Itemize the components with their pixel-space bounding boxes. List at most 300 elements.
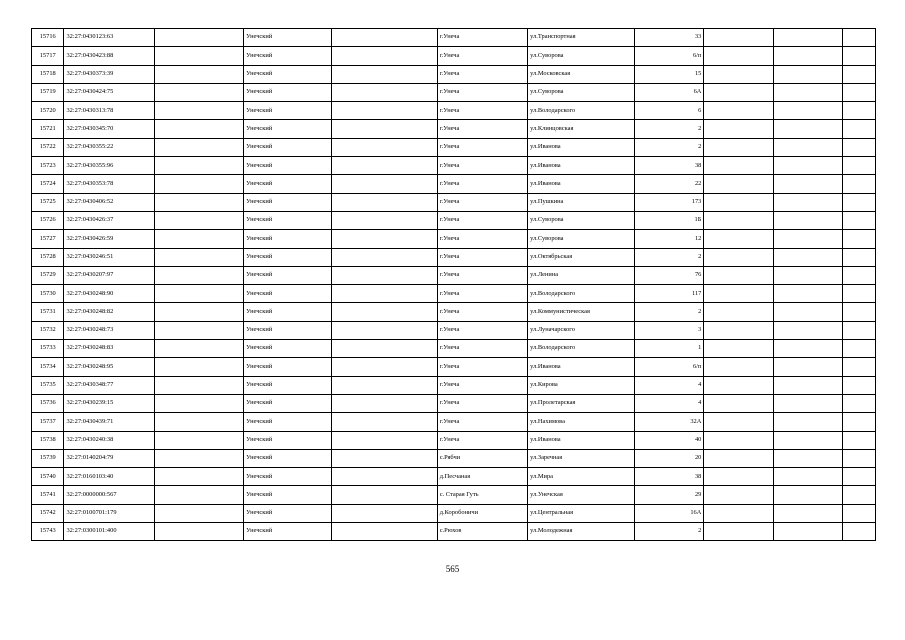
empty-cell bbox=[154, 285, 243, 303]
empty-cell bbox=[704, 120, 774, 138]
table-row bbox=[32, 157, 876, 175]
district-cell: Унечский bbox=[244, 303, 332, 321]
settlement-cell: г.Унеча bbox=[437, 65, 527, 83]
empty-cell bbox=[843, 340, 876, 358]
street-cell: ул.Володарского bbox=[528, 340, 635, 358]
cadastral-number-cell: 32:27:0430248:90 bbox=[64, 285, 154, 303]
table-row bbox=[32, 449, 876, 467]
empty-cell bbox=[843, 394, 876, 412]
settlement-cell: г.Унеча bbox=[437, 193, 527, 211]
empty-cell bbox=[332, 193, 438, 211]
street-cell: ул.Суворова bbox=[528, 211, 635, 229]
empty-cell bbox=[332, 321, 438, 339]
street-cell: ул.Коммунистическая bbox=[528, 303, 635, 321]
settlement-cell: с. Старая Гуть bbox=[437, 486, 527, 504]
street-cell: ул.Ленина bbox=[528, 266, 635, 284]
empty-cell bbox=[154, 157, 243, 175]
row-number-cell: 15733 bbox=[32, 340, 64, 358]
district-cell: Унечский bbox=[244, 193, 332, 211]
district-cell: Унечский bbox=[244, 138, 332, 156]
house-number-cell: 22 bbox=[634, 175, 704, 193]
empty-cell bbox=[154, 486, 243, 504]
empty-cell bbox=[332, 376, 438, 394]
empty-cell bbox=[773, 211, 843, 229]
settlement-cell: г.Унеча bbox=[437, 431, 527, 449]
empty-cell bbox=[773, 29, 843, 47]
district-cell: Унечский bbox=[244, 523, 332, 541]
empty-cell bbox=[843, 376, 876, 394]
empty-cell bbox=[154, 523, 243, 541]
empty-cell bbox=[704, 303, 774, 321]
table-row bbox=[32, 120, 876, 138]
table-row bbox=[32, 175, 876, 193]
empty-cell bbox=[843, 431, 876, 449]
empty-cell bbox=[704, 230, 774, 248]
table-row bbox=[32, 486, 876, 504]
district-cell: Унечский bbox=[244, 266, 332, 284]
empty-cell bbox=[332, 285, 438, 303]
empty-cell bbox=[332, 65, 438, 83]
empty-cell bbox=[704, 266, 774, 284]
street-cell: ул.Луначарского bbox=[528, 321, 635, 339]
empty-cell bbox=[773, 413, 843, 431]
empty-cell bbox=[843, 102, 876, 120]
empty-cell bbox=[773, 65, 843, 83]
settlement-cell: д.Коробоничи bbox=[437, 504, 527, 522]
cadastral-number-cell: 32:27:0430313:78 bbox=[64, 102, 154, 120]
settlement-cell: г.Унеча bbox=[437, 376, 527, 394]
page-number: 565 bbox=[445, 564, 460, 574]
empty-cell bbox=[332, 29, 438, 47]
house-number-cell: 29 bbox=[634, 486, 704, 504]
street-cell: ул.Московская bbox=[528, 65, 635, 83]
district-cell: Унечский bbox=[244, 29, 332, 47]
empty-cell bbox=[843, 138, 876, 156]
district-cell: Унечский bbox=[244, 47, 332, 65]
settlement-cell: г.Унеча bbox=[437, 175, 527, 193]
empty-cell bbox=[843, 175, 876, 193]
settlement-cell: г.Унеча bbox=[437, 47, 527, 65]
empty-cell bbox=[704, 340, 774, 358]
empty-cell bbox=[773, 266, 843, 284]
empty-cell bbox=[843, 193, 876, 211]
empty-cell bbox=[704, 138, 774, 156]
empty-cell bbox=[704, 65, 774, 83]
table-row bbox=[32, 266, 876, 284]
empty-cell bbox=[704, 157, 774, 175]
district-cell: Унечский bbox=[244, 468, 332, 486]
cadastral-number-cell: 32:27:0430239:15 bbox=[64, 394, 154, 412]
table-row bbox=[32, 211, 876, 229]
table-row bbox=[32, 248, 876, 266]
cadastral-number-cell: 32:27:0430353:78 bbox=[64, 175, 154, 193]
row-number-cell: 15737 bbox=[32, 413, 64, 431]
empty-cell bbox=[332, 266, 438, 284]
empty-cell bbox=[843, 120, 876, 138]
table-row bbox=[32, 394, 876, 412]
empty-cell bbox=[154, 65, 243, 83]
cadastral-number-cell: 32:27:0430345:70 bbox=[64, 120, 154, 138]
table-row bbox=[32, 504, 876, 522]
empty-cell bbox=[704, 175, 774, 193]
row-number-cell: 15727 bbox=[32, 230, 64, 248]
empty-cell bbox=[704, 285, 774, 303]
empty-cell bbox=[704, 449, 774, 467]
empty-cell bbox=[332, 523, 438, 541]
empty-cell bbox=[704, 413, 774, 431]
table-row bbox=[32, 29, 876, 47]
empty-cell bbox=[332, 248, 438, 266]
empty-cell bbox=[154, 102, 243, 120]
cadastral-number-cell: 32:27:0430207:97 bbox=[64, 266, 154, 284]
district-cell: Унечский bbox=[244, 449, 332, 467]
settlement-cell: г.Унеча bbox=[437, 29, 527, 47]
table-row bbox=[32, 321, 876, 339]
street-cell: ул.Пролетарская bbox=[528, 394, 635, 412]
cadastral-number-cell: 32:27:0430248:95 bbox=[64, 358, 154, 376]
row-number-cell: 15728 bbox=[32, 248, 64, 266]
empty-cell bbox=[773, 248, 843, 266]
empty-cell bbox=[154, 303, 243, 321]
empty-cell bbox=[704, 376, 774, 394]
district-cell: Унечский bbox=[244, 285, 332, 303]
cadastral-number-cell: 32:27:0160103:40 bbox=[64, 468, 154, 486]
empty-cell bbox=[773, 394, 843, 412]
empty-cell bbox=[704, 83, 774, 101]
row-number-cell: 15734 bbox=[32, 358, 64, 376]
house-number-cell: 15 bbox=[634, 65, 704, 83]
settlement-cell: г.Унеча bbox=[437, 303, 527, 321]
empty-cell bbox=[773, 102, 843, 120]
row-number-cell: 15724 bbox=[32, 175, 64, 193]
table-body bbox=[32, 29, 876, 541]
settlement-cell: г.Унеча bbox=[437, 394, 527, 412]
empty-cell bbox=[154, 376, 243, 394]
table-row bbox=[32, 303, 876, 321]
empty-cell bbox=[704, 358, 774, 376]
house-number-cell: 2 bbox=[634, 248, 704, 266]
district-cell: Унечский bbox=[244, 175, 332, 193]
empty-cell bbox=[154, 468, 243, 486]
cadastral-number-cell: 32:27:0430426:59 bbox=[64, 230, 154, 248]
empty-cell bbox=[332, 211, 438, 229]
table-row bbox=[32, 138, 876, 156]
settlement-cell: г.Унеча bbox=[437, 340, 527, 358]
empty-cell bbox=[843, 486, 876, 504]
row-number-cell: 15735 bbox=[32, 376, 64, 394]
settlement-cell: г.Унеча bbox=[437, 248, 527, 266]
district-cell: Унечский bbox=[244, 486, 332, 504]
empty-cell bbox=[332, 340, 438, 358]
settlement-cell: с.Рябчи bbox=[437, 449, 527, 467]
empty-cell bbox=[843, 83, 876, 101]
empty-cell bbox=[704, 102, 774, 120]
empty-cell bbox=[704, 468, 774, 486]
district-cell: Унечский bbox=[244, 504, 332, 522]
cadastral-number-cell: 32:27:0430248:83 bbox=[64, 340, 154, 358]
cadastral-number-cell: 32:27:0430426:37 bbox=[64, 211, 154, 229]
table-row bbox=[32, 83, 876, 101]
district-cell: Унечский bbox=[244, 120, 332, 138]
cadastral-number-cell: 32:27:0300101:400 bbox=[64, 523, 154, 541]
empty-cell bbox=[154, 394, 243, 412]
empty-cell bbox=[843, 285, 876, 303]
street-cell: ул.Иванова bbox=[528, 138, 635, 156]
house-number-cell: 2 bbox=[634, 120, 704, 138]
table-row bbox=[32, 102, 876, 120]
empty-cell bbox=[332, 83, 438, 101]
empty-cell bbox=[332, 157, 438, 175]
empty-cell bbox=[773, 230, 843, 248]
house-number-cell: 40 bbox=[634, 431, 704, 449]
settlement-cell: г.Унеча bbox=[437, 413, 527, 431]
house-number-cell: 6/п bbox=[634, 47, 704, 65]
district-cell: Унечский bbox=[244, 248, 332, 266]
empty-cell bbox=[843, 230, 876, 248]
empty-cell bbox=[843, 468, 876, 486]
street-cell: ул.Центральная bbox=[528, 504, 635, 522]
row-number-cell: 15720 bbox=[32, 102, 64, 120]
street-cell: ул.Клинцовская bbox=[528, 120, 635, 138]
district-cell: Унечский bbox=[244, 394, 332, 412]
row-number-cell: 15719 bbox=[32, 83, 64, 101]
empty-cell bbox=[332, 120, 438, 138]
settlement-cell: г.Унеча bbox=[437, 102, 527, 120]
table-row bbox=[32, 340, 876, 358]
empty-cell bbox=[154, 340, 243, 358]
empty-cell bbox=[332, 303, 438, 321]
street-cell: ул.Нахимова bbox=[528, 413, 635, 431]
district-cell: Унечский bbox=[244, 413, 332, 431]
cadastral-number-cell: 32:27:0140204:79 bbox=[64, 449, 154, 467]
empty-cell bbox=[704, 211, 774, 229]
settlement-cell: г.Унеча bbox=[437, 285, 527, 303]
street-cell: ул.Иванова bbox=[528, 358, 635, 376]
empty-cell bbox=[332, 394, 438, 412]
district-cell: Унечский bbox=[244, 230, 332, 248]
empty-cell bbox=[332, 358, 438, 376]
settlement-cell: г.Унеча bbox=[437, 83, 527, 101]
empty-cell bbox=[154, 47, 243, 65]
empty-cell bbox=[773, 83, 843, 101]
empty-cell bbox=[154, 321, 243, 339]
table-row bbox=[32, 376, 876, 394]
cadastral-number-cell: 32:27:0430348:77 bbox=[64, 376, 154, 394]
empty-cell bbox=[843, 266, 876, 284]
district-cell: Унечский bbox=[244, 376, 332, 394]
house-number-cell: 33 bbox=[634, 29, 704, 47]
empty-cell bbox=[154, 175, 243, 193]
empty-cell bbox=[704, 431, 774, 449]
street-cell: ул.Унечская bbox=[528, 486, 635, 504]
row-number-cell: 15739 bbox=[32, 449, 64, 467]
empty-cell bbox=[773, 504, 843, 522]
district-cell: Унечский bbox=[244, 157, 332, 175]
cadastral-number-cell: 32:27:0430423:88 bbox=[64, 47, 154, 65]
house-number-cell: 32А bbox=[634, 413, 704, 431]
empty-cell bbox=[332, 230, 438, 248]
empty-cell bbox=[773, 486, 843, 504]
house-number-cell: 16А bbox=[634, 504, 704, 522]
settlement-cell: г.Унеча bbox=[437, 230, 527, 248]
row-number-cell: 15716 bbox=[32, 29, 64, 47]
settlement-cell: г.Унеча bbox=[437, 157, 527, 175]
street-cell: ул.Иванова bbox=[528, 431, 635, 449]
house-number-cell: 6/п bbox=[634, 358, 704, 376]
empty-cell bbox=[773, 449, 843, 467]
empty-cell bbox=[704, 193, 774, 211]
empty-cell bbox=[843, 65, 876, 83]
settlement-cell: г.Унеча bbox=[437, 358, 527, 376]
empty-cell bbox=[773, 175, 843, 193]
settlement-cell: с.Рюхов bbox=[437, 523, 527, 541]
house-number-cell: 173 bbox=[634, 193, 704, 211]
cadastral-number-cell: 32:27:0430123:63 bbox=[64, 29, 154, 47]
street-cell: ул.Мира bbox=[528, 468, 635, 486]
empty-cell bbox=[332, 468, 438, 486]
empty-cell bbox=[773, 138, 843, 156]
cadastral-number-cell: 32:27:0430246:51 bbox=[64, 248, 154, 266]
cadastral-number-cell: 32:27:0430439:71 bbox=[64, 413, 154, 431]
house-number-cell: 2 bbox=[634, 303, 704, 321]
table-row bbox=[32, 230, 876, 248]
empty-cell bbox=[773, 523, 843, 541]
cadastral-number-cell: 32:27:0430248:82 bbox=[64, 303, 154, 321]
street-cell: ул.Молодежная bbox=[528, 523, 635, 541]
row-number-cell: 15721 bbox=[32, 120, 64, 138]
cadastral-number-cell: 32:27:0000000:567 bbox=[64, 486, 154, 504]
house-number-cell: 38 bbox=[634, 468, 704, 486]
row-number-cell: 15729 bbox=[32, 266, 64, 284]
empty-cell bbox=[843, 157, 876, 175]
empty-cell bbox=[704, 321, 774, 339]
district-cell: Унечский bbox=[244, 211, 332, 229]
empty-cell bbox=[154, 266, 243, 284]
empty-cell bbox=[704, 248, 774, 266]
empty-cell bbox=[332, 138, 438, 156]
settlement-cell: г.Унеча bbox=[437, 120, 527, 138]
row-number-cell: 15741 bbox=[32, 486, 64, 504]
street-cell: ул.Володарского bbox=[528, 285, 635, 303]
house-number-cell: 2 bbox=[634, 523, 704, 541]
table-row bbox=[32, 65, 876, 83]
empty-cell bbox=[843, 47, 876, 65]
table-row bbox=[32, 523, 876, 541]
district-cell: Унечский bbox=[244, 65, 332, 83]
house-number-cell: 6А bbox=[634, 83, 704, 101]
row-number-cell: 15717 bbox=[32, 47, 64, 65]
empty-cell bbox=[843, 211, 876, 229]
house-number-cell: 117 bbox=[634, 285, 704, 303]
cadastral-number-cell: 32:27:0430373:39 bbox=[64, 65, 154, 83]
street-cell: ул.Октябрьская bbox=[528, 248, 635, 266]
empty-cell bbox=[843, 248, 876, 266]
row-number-cell: 15726 bbox=[32, 211, 64, 229]
house-number-cell: 12 bbox=[634, 230, 704, 248]
empty-cell bbox=[332, 102, 438, 120]
empty-cell bbox=[843, 413, 876, 431]
street-cell: ул.Заречная bbox=[528, 449, 635, 467]
cadastral-number-cell: 32:27:0430248:73 bbox=[64, 321, 154, 339]
cadastral-number-cell: 32:27:0430406:52 bbox=[64, 193, 154, 211]
empty-cell bbox=[773, 303, 843, 321]
street-cell: ул.Суворова bbox=[528, 230, 635, 248]
street-cell: ул.Транспортная bbox=[528, 29, 635, 47]
empty-cell bbox=[773, 376, 843, 394]
empty-cell bbox=[773, 468, 843, 486]
empty-cell bbox=[154, 211, 243, 229]
empty-cell bbox=[704, 47, 774, 65]
district-cell: Унечский bbox=[244, 83, 332, 101]
row-number-cell: 15732 bbox=[32, 321, 64, 339]
empty-cell bbox=[704, 29, 774, 47]
row-number-cell: 15738 bbox=[32, 431, 64, 449]
table-row bbox=[32, 413, 876, 431]
house-number-cell: 1 bbox=[634, 340, 704, 358]
empty-cell bbox=[154, 138, 243, 156]
empty-cell bbox=[154, 413, 243, 431]
empty-cell bbox=[332, 175, 438, 193]
empty-cell bbox=[704, 394, 774, 412]
table-row bbox=[32, 47, 876, 65]
empty-cell bbox=[843, 449, 876, 467]
empty-cell bbox=[843, 358, 876, 376]
empty-cell bbox=[773, 47, 843, 65]
table-row bbox=[32, 431, 876, 449]
settlement-cell: г.Унеча bbox=[437, 211, 527, 229]
empty-cell bbox=[154, 193, 243, 211]
street-cell: ул.Володарского bbox=[528, 102, 635, 120]
house-number-cell: 2 bbox=[634, 138, 704, 156]
settlement-cell: г.Унеча bbox=[437, 266, 527, 284]
row-number-cell: 15723 bbox=[32, 157, 64, 175]
house-number-cell: 3 bbox=[634, 321, 704, 339]
empty-cell bbox=[704, 486, 774, 504]
house-number-cell: 6 bbox=[634, 102, 704, 120]
house-number-cell: 4 bbox=[634, 376, 704, 394]
empty-cell bbox=[704, 504, 774, 522]
settlement-cell: д.Песчаная bbox=[437, 468, 527, 486]
cadastral-number-cell: 32:27:0430355:22 bbox=[64, 138, 154, 156]
row-number-cell: 15718 bbox=[32, 65, 64, 83]
empty-cell bbox=[773, 321, 843, 339]
empty-cell bbox=[843, 29, 876, 47]
empty-cell bbox=[332, 47, 438, 65]
empty-cell bbox=[332, 413, 438, 431]
street-cell: ул.Пушкина bbox=[528, 193, 635, 211]
house-number-cell: 4 bbox=[634, 394, 704, 412]
empty-cell bbox=[843, 523, 876, 541]
empty-cell bbox=[773, 193, 843, 211]
empty-cell bbox=[154, 449, 243, 467]
table-row bbox=[32, 468, 876, 486]
table-row bbox=[32, 285, 876, 303]
street-cell: ул.Суворова bbox=[528, 47, 635, 65]
empty-cell bbox=[154, 29, 243, 47]
district-cell: Унечский bbox=[244, 431, 332, 449]
street-cell: ул.Иванова bbox=[528, 157, 635, 175]
empty-cell bbox=[843, 303, 876, 321]
settlement-cell: г.Унеча bbox=[437, 138, 527, 156]
empty-cell bbox=[154, 83, 243, 101]
table-row bbox=[32, 358, 876, 376]
cadastral-number-cell: 32:27:0100701:179 bbox=[64, 504, 154, 522]
settlement-cell: г.Унеча bbox=[437, 321, 527, 339]
empty-cell bbox=[332, 504, 438, 522]
house-number-cell: 1Б bbox=[634, 211, 704, 229]
empty-cell bbox=[843, 504, 876, 522]
row-number-cell: 15730 bbox=[32, 285, 64, 303]
